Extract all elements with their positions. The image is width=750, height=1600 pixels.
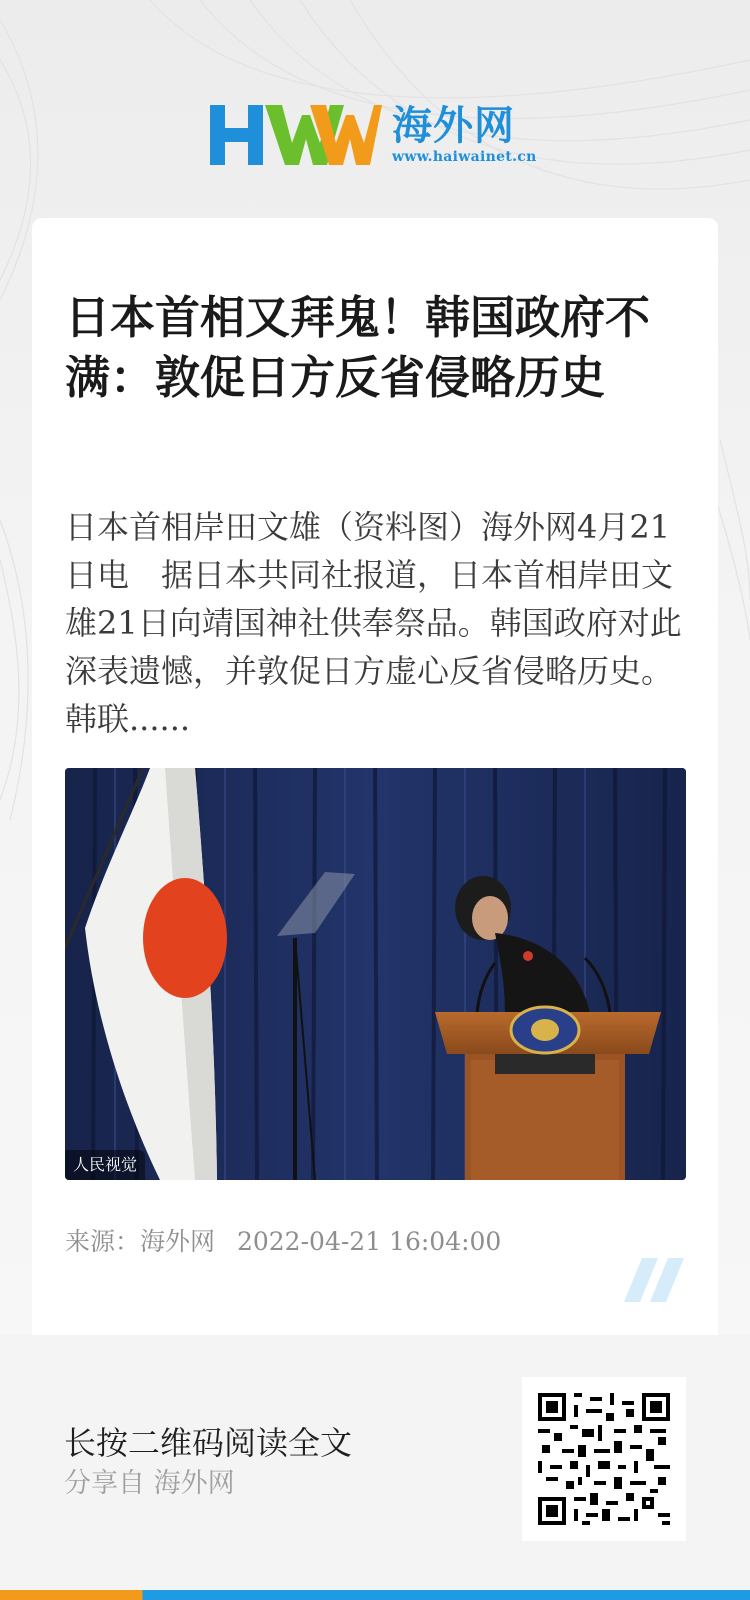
share-source: 分享自 海外网 xyxy=(64,1468,235,1499)
slash-decoration-icon xyxy=(624,1258,684,1306)
source-label: 来源：海外网 xyxy=(65,1227,216,1256)
footer-share-panel xyxy=(0,1335,750,1590)
article-summary: 日本首相岸田文雄（资料图）海外网4月21日电 据日本共同社报道，日本首相岸田文雄21日向靖国神社供奉祭品。韩国政府对此深表遗憾，并敦促日方虚心反省侵略历史。韩联...... xyxy=(65,508,682,738)
article-title[interactable]: 日本首相又拜鬼！韩国政府不满：敦促日方反省侵略历史 xyxy=(65,291,651,404)
brand-color-bar xyxy=(0,1590,750,1600)
read-full-cta: 长按二维码阅读全文 xyxy=(64,1424,353,1462)
article-image[interactable] xyxy=(65,768,686,1180)
haiwainet-logo xyxy=(210,100,537,170)
logo-url: www.haiwainet.cn xyxy=(392,149,537,165)
qr-code[interactable] xyxy=(522,1377,686,1541)
article-meta xyxy=(65,1226,515,1258)
article-card[interactable] xyxy=(32,218,718,1335)
qr-code-icon xyxy=(538,1393,670,1525)
logo-chinese-name: 海外网 xyxy=(392,103,515,149)
image-credit: 人民视觉 xyxy=(65,1150,145,1180)
hww-logo-mark xyxy=(210,105,382,165)
publish-datetime: 2022-04-21 16:04:00 xyxy=(236,1227,502,1256)
